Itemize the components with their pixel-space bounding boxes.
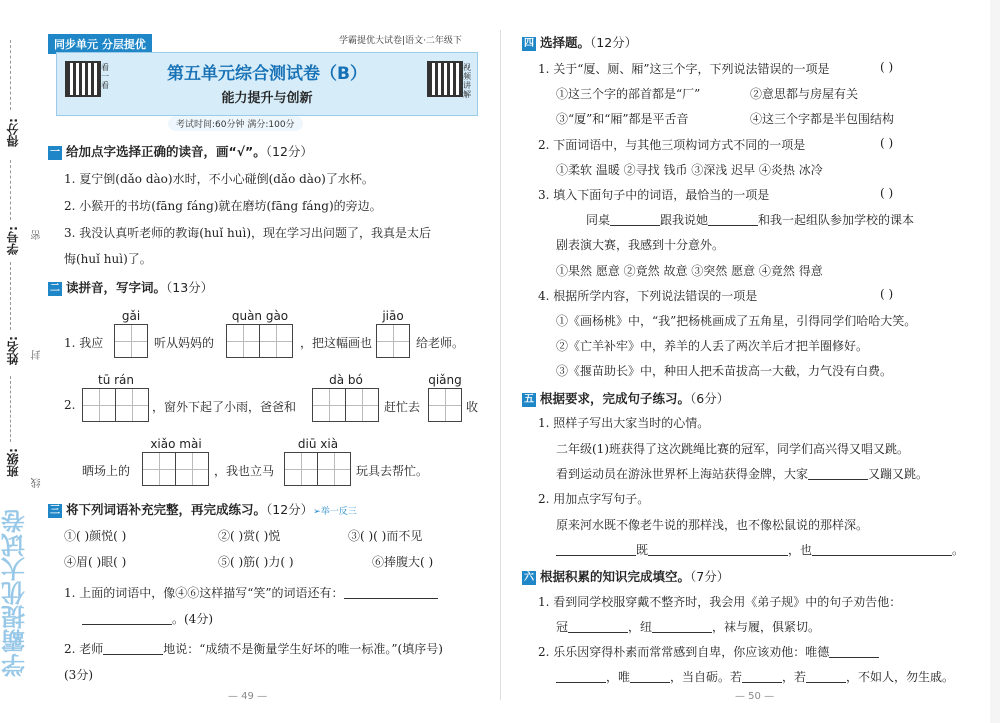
answer-blank[interactable]	[82, 612, 172, 625]
title-banner	[56, 52, 478, 116]
writing-grid[interactable]	[312, 388, 378, 422]
sec4-q1-opt-2: ②意思都与房屋有关	[750, 87, 859, 101]
student-id-line	[10, 160, 12, 220]
section-number: 一	[50, 147, 60, 158]
sec4-q4: 4. 根据所学内容，下列说法错误的一项是	[538, 289, 758, 303]
section-title: 给加点字选择正确的读音，画“√”。	[66, 144, 266, 159]
sec4-q3-opts: ①果然 愿意 ②竟然 故意 ③突然 愿意 ④竟然 得意	[556, 264, 823, 278]
answer-blank[interactable]	[812, 543, 952, 556]
sec3-question-1	[64, 584, 438, 601]
question-text-2: 地说：“成绩不是衡量学生好坏的唯一标准。”(填序号)	[163, 642, 443, 656]
pinyin-diuxia: diū xià	[297, 437, 339, 451]
answer-paren[interactable]: ( )	[880, 186, 894, 200]
section-number: 五	[524, 394, 534, 405]
seal-char-xian: 线	[32, 478, 43, 488]
answer-paren[interactable]: ( )	[880, 60, 894, 74]
section-points: （6分）	[690, 391, 730, 406]
sec5-q1: 1. 照样子写出大家当时的心情。	[538, 416, 710, 430]
section-number: 四	[524, 38, 534, 49]
section-3-heading	[48, 500, 357, 518]
answer-paren[interactable]: ( )	[880, 136, 894, 150]
qr-left-label: 看一看	[101, 63, 109, 90]
sec4-q2: 2. 下面词语中，与其他三项构词方式不同的一项是	[538, 138, 806, 152]
section-title: 根据要求，完成句子练习。	[540, 391, 691, 406]
answer-blank[interactable]	[556, 670, 606, 683]
sec6-q2	[538, 643, 879, 660]
sec3-word-6: ⑥捧腹大( )	[372, 555, 434, 569]
pinyin-gai: gǎi	[121, 309, 141, 323]
section-points: （12分）	[590, 35, 638, 50]
fill-text-a: 冠	[556, 620, 569, 634]
task-text-c: 。	[952, 543, 965, 557]
name-line	[10, 262, 12, 330]
task-text-a: 既	[636, 543, 649, 557]
sec4-q2-opts: ①柔软 温暖 ②寻找 钱币 ③深浅 迟早 ④炎热 冰冷	[556, 163, 823, 177]
section-points: （12分）	[266, 502, 314, 517]
answer-blank[interactable]	[610, 213, 660, 226]
question-text: 1. 上面的词语中，像④⑥这样描写“笑”的词语还有：	[64, 586, 344, 600]
series-header: 学霸提优大试卷|语文·二年级下	[339, 36, 462, 46]
practice-tag: ➢举一反三	[313, 507, 357, 517]
sec4-q1-opt-3: ③“厦”和“厢”都是平舌音	[556, 112, 689, 126]
sec5-q1-example: 二年级(1)班获得了这次跳绳比赛的冠军，同学们高兴得又唱又跳。	[556, 442, 910, 456]
section-5-heading	[522, 389, 729, 407]
section-1-heading	[48, 142, 313, 160]
tagline-badge: 同步单元 分层提优	[48, 34, 152, 54]
page-number-right: — 50 —	[735, 691, 775, 702]
sec3-word-2: ②( )赏( )悦	[218, 529, 281, 543]
sec4-q1-opt-4: ④这三个字都是半包围结构	[750, 112, 895, 126]
writing-grid[interactable]	[284, 452, 350, 486]
page-divider	[500, 30, 501, 700]
fill-text-d: ，不如人，勿生戚。	[846, 670, 955, 684]
answer-blank[interactable]	[652, 620, 712, 633]
sec2-row2-text-2: ，窗外下起了小雨，爸爸和	[152, 400, 297, 414]
q3-text-c: 和我一起组队参加学校的课本	[758, 213, 915, 227]
section-points: （7分）	[690, 569, 730, 584]
sec4-q4-opt-3: ③《揠苗助长》中，种田人把禾苗拔高一大截，力气没有白费。	[556, 364, 893, 378]
sec5-q2-task	[556, 541, 964, 558]
question-text: 2. 乐乐因穿得朴素而常常感到自卑，你应该劝他：唯德	[538, 645, 830, 659]
sec2-row2-text-3: 赶忙去	[384, 400, 421, 414]
sec4-q3-text-2: 剧表演大赛，我感到十分意外。	[556, 238, 725, 252]
q3-text-b: 跟我说她	[660, 213, 709, 227]
section-points: （13分）	[166, 280, 214, 295]
sec4-q4-opt-1: ①《画杨桃》中，“我”把杨桃画成了五角星，引得同学们哈哈大笑。	[556, 314, 917, 328]
page-number-left: — 49 —	[228, 691, 268, 702]
section-number: 三	[50, 505, 60, 516]
sec6-q1: 1. 看到同学校服穿戴不整齐时，我会用《弟子规》中的句子劝告他：	[538, 595, 902, 609]
student-id-label: 学号:	[6, 226, 20, 255]
pinyin-qiang: qiǎng	[428, 373, 462, 387]
answer-blank[interactable]	[708, 213, 758, 226]
page-edge	[990, 0, 1000, 723]
sec2-row3-text-2: ，我也立马	[214, 464, 275, 478]
section-points: （12分）	[265, 144, 313, 159]
answer-blank[interactable]	[568, 620, 628, 633]
answer-paren[interactable]: ( )	[880, 287, 894, 301]
section-number: 二	[50, 283, 60, 294]
writing-grid[interactable]	[114, 324, 147, 358]
answer-blank[interactable]	[806, 670, 846, 683]
qr-right-label: 视频讲解	[463, 63, 471, 99]
sec4-q1: 1. 关于“厦、厕、厢”这三个字，下列说法错误的一项是	[538, 62, 830, 76]
exam-info: 考试时间:60分钟 满分:100分	[168, 116, 303, 131]
answer-blank[interactable]	[808, 467, 868, 480]
test-title: 第五单元综合测试卷（B）	[167, 64, 367, 84]
answer-blank[interactable]	[630, 670, 670, 683]
binding-margin	[0, 0, 42, 723]
sec3-question-1-cont	[82, 610, 213, 627]
sec2-row1-text-3: ，把这幅画也	[300, 336, 373, 350]
task-text-b: ，也	[788, 543, 813, 557]
fill-text-c: ，若	[782, 670, 807, 684]
writing-grid[interactable]	[142, 452, 208, 486]
answer-blank[interactable]	[344, 586, 438, 599]
question-text: 2. 老师	[64, 642, 104, 656]
sec1-item-3-cont: 悔(huǐ huì)了。	[64, 252, 152, 266]
sec2-row1-text-4: 给老师。	[416, 336, 465, 350]
score-line	[10, 40, 12, 110]
section-title: 选择题。	[540, 35, 591, 50]
sec6-q1-line2	[556, 618, 820, 635]
name-label: 姓名:	[6, 336, 20, 365]
sec4-q3-text	[586, 211, 914, 228]
score-label: 得分:	[6, 118, 20, 147]
sec4-q4-opt-2: ②《亡羊补牢》中，养羊的人丢了两次羊后才把羊圈修好。	[556, 339, 869, 353]
question-points: 。(4分)	[172, 612, 213, 626]
task-text-b: 又蹦又跳。	[868, 467, 929, 481]
pinyin-dabo: dà bó	[329, 373, 363, 387]
writing-grid[interactable]	[82, 388, 148, 422]
writing-grid[interactable]	[376, 324, 409, 358]
sec5-q2-example: 原来河水既不像老牛说的那样浅，也不像松鼠说的那样深。	[556, 518, 869, 532]
sec2-row2-text-1: 2.	[64, 398, 76, 412]
section-number: 六	[524, 572, 534, 583]
sec3-question-2	[64, 640, 443, 657]
sec2-row3-text-3: 玩具去帮忙。	[356, 464, 429, 478]
section-title: 根据积累的知识完成填空。	[540, 569, 691, 584]
seal-char-feng: 封	[32, 350, 43, 360]
sec2-row1-text-1: 1. 我应	[64, 336, 104, 350]
answer-blank[interactable]	[829, 645, 879, 658]
section-6-heading	[522, 567, 729, 585]
q3-text-a: 同桌	[586, 213, 611, 227]
fill-text-b: ，当自砺。若	[670, 670, 743, 684]
fill-text-c: ，袜与履，俱紧切。	[712, 620, 821, 634]
sec1-item-3: 3. 我没认真听老师的教诲(huǐ huì)，现在学习出问题了，我真是太后	[64, 226, 432, 240]
answer-blank[interactable]	[742, 670, 782, 683]
pinyin-jiao: jiāo	[382, 309, 404, 323]
section-title: 读拼音，写字词。	[66, 280, 167, 295]
pinyin-quangao: quàn gào	[231, 309, 289, 323]
pinyin-xiaomai: xiǎo mài	[150, 437, 202, 451]
sec4-q3: 3. 填入下面句子中的词语，最恰当的一项是	[538, 188, 770, 202]
pinyin-turan: tū rán	[97, 373, 135, 387]
sec2-row3-text-1: 晒场上的	[82, 464, 131, 478]
answer-blank[interactable]	[648, 543, 788, 556]
brand-watermark: 学霸提优大试卷	[1, 509, 30, 677]
answer-blank[interactable]	[556, 543, 636, 556]
sec5-q1-task	[556, 465, 928, 482]
seal-char-mi: 密	[32, 230, 43, 240]
sec3-word-1: ①( )颜悦( )	[64, 529, 127, 543]
fill-text-b: ，纽	[628, 620, 653, 634]
sec4-q1-opt-1: ①这三个字的部首都是“厂”	[556, 87, 701, 101]
section-4-heading	[522, 33, 637, 51]
answer-blank[interactable]	[103, 642, 163, 655]
sec6-q2-line2	[556, 668, 954, 685]
class-line	[10, 376, 12, 442]
sec2-row1-text-2: 听从妈妈的	[154, 336, 215, 350]
section-2-heading	[48, 278, 213, 296]
writing-grid[interactable]	[428, 388, 461, 422]
sec1-item-2: 2. 小猴开的书坊(fāng fáng)就在磨坊(fāng fáng)的旁边。	[64, 199, 382, 213]
fill-text-a: ，唯	[606, 670, 631, 684]
sec2-row2-text-4: 收	[466, 400, 479, 414]
sec5-q2: 2. 用加点字写句子。	[538, 492, 650, 506]
test-subtitle: 能力提升与创新	[221, 91, 313, 106]
sec3-word-4: ④眉( )眼( )	[64, 555, 127, 569]
section-title: 将下列词语补充完整，再完成练习。	[66, 502, 267, 517]
sec1-item-1: 1. 夏宁倒(dǎo dào)水时，不小心碰倒(dǎo dào)了水杯。	[64, 172, 374, 186]
writing-grid[interactable]	[226, 324, 292, 358]
sec3-word-5: ⑤( )筋( )力( )	[218, 555, 294, 569]
sec3-word-3: ③( )( )而不见	[348, 529, 423, 543]
sec3-question-2-points: (3分)	[64, 668, 93, 682]
class-label: 班级:	[6, 448, 20, 477]
task-text-a: 看到运动员在游泳世界杯上海站获得金牌，大家	[556, 467, 809, 481]
